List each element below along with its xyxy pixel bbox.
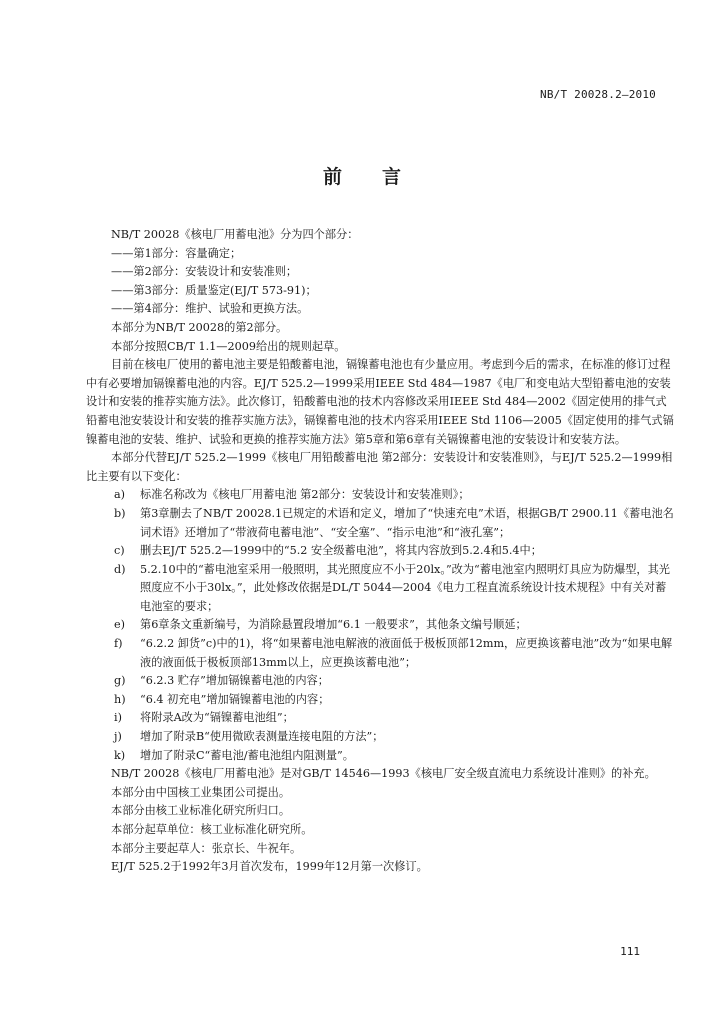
publication-history: EJ/T 525.2于1992年3月首次发布，1999年12月第一次修订。 bbox=[111, 860, 428, 874]
change-item bbox=[86, 635, 676, 672]
change-item-label: d) bbox=[114, 562, 126, 576]
change-item-label: i) bbox=[114, 711, 122, 725]
part-statement: 本部分为NB/T 20028的第2部分。 bbox=[111, 320, 288, 334]
change-item-text: 5.2.10中的“蓄电池室采用一般照明，其光照度应不小于20lx。”改为“蓄电池室内照明灯具应为防爆型，其光照度应不小于30lx。”，此处修改依据是DL/T 5044—2004《电力工程直流系统设计技术规程》中有关对蓄电池室的要求； bbox=[140, 562, 670, 613]
change-item-text: 第3章删去了NB/T 20028.1已规定的术语和定义，增加了“快速充电”术语，根据GB/T 2900.11《蓄电池名词术语》还增加了“带液荷电蓄电池”、“安全塞”、“指示电池”和“液孔塞”； bbox=[140, 506, 674, 539]
change-item-text: 删去EJ/T 525.2—1999中的“5.2 安全级蓄电池”，将其内容放到5.2.4和5.4中； bbox=[140, 544, 542, 558]
drafting-rule: 本部分按照CB/T 1.1—2009给出的规则起草。 bbox=[111, 339, 346, 353]
page-title bbox=[0, 162, 724, 189]
change-item bbox=[86, 561, 676, 617]
page-number: 111 bbox=[620, 945, 640, 958]
change-item bbox=[86, 542, 676, 561]
change-item-text: 增加了附录B“使用微欧表测量连接电阻的方法”； bbox=[140, 730, 384, 744]
change-item bbox=[86, 672, 676, 691]
background-paragraph: 目前在核电厂使用的蓄电池主要是铅酸蓄电池，镉镍蓄电池也有少量应用。考虑到今后的需求，在标准的修订过程中有必要增加镉镍蓄电池的内容。EJ/T 525.2—1999采用IEEE Std 484—1987《电厂和变电站大型铅蓄电池的安装设计和安装的推荐实施方法》。此次修订，铅酸蓄电池的技术内容修改采用IEEE Std 484—2002《固定使用的排气式铅蓄电池安装设计和安装的推荐实施方法》，镉镍蓄电池的技术内容采用IEEE Std 1106—2005《固定使用的排气式镉镍蓄电池的安装、维护、试验和更换的推荐实施方法》第5章和第6章有关镉镍蓄电池的安装设计和安装方法。 bbox=[86, 358, 674, 446]
change-item bbox=[86, 691, 676, 710]
drafters: 本部分主要起草人：张京长、牛祝年。 bbox=[111, 841, 302, 855]
supplement-paragraph: NB/T 20028《核电厂用蓄电池》是对GB/T 14546—1993《核电厂安全级直流电力系统设计准则》的补充。 bbox=[111, 767, 656, 781]
standard-code: NB/T 20028.2—2010 bbox=[540, 88, 656, 101]
change-item-label: a) bbox=[114, 488, 126, 502]
change-item-text: “6.2.2 卸货”c)中的1)，将“如果蓄电池电解液的液面低于极板顶部12mm，应更换该蓄电池”改为“如果电解液的液面低于极板顶部13mm以上，应更换该蓄电池”； bbox=[140, 637, 673, 669]
change-item-text: 将附录A改为“镉镍蓄电池组”； bbox=[140, 711, 294, 725]
page-title-char-1: 前 bbox=[322, 166, 342, 188]
change-item-text: “6.2.3 贮存”增加镉镍蓄电池的内容； bbox=[140, 674, 329, 688]
change-item bbox=[86, 709, 676, 728]
page-title-char-2: 言 bbox=[382, 166, 402, 188]
change-item-label: h) bbox=[114, 692, 126, 706]
part-list-item: ——第3部分：质量鉴定(EJ/T 573-91)； bbox=[111, 283, 317, 297]
change-item bbox=[86, 486, 676, 505]
part-list-item: ——第1部分：容量确定； bbox=[111, 246, 242, 260]
managed-by: 本部分由核工业标准化研究所归口。 bbox=[111, 804, 291, 818]
change-item-label: e) bbox=[114, 618, 125, 632]
replacement-paragraph: 本部分代替EJ/T 525.2—1999《核电厂用铅酸蓄电池 第2部分：安装设计和安装准则》，与EJ/T 525.2—1999相比主要有以下变化： bbox=[86, 451, 673, 483]
part-list-item: ——第2部分：安装设计和安装准则； bbox=[111, 265, 298, 279]
change-item bbox=[86, 616, 676, 635]
change-item-text: 第6章条文重新编号，为消除悬置段增加“6.1 一般要求”，其他条文编号顺延； bbox=[140, 618, 527, 632]
change-item-label: c) bbox=[114, 544, 125, 558]
change-item-text: 标准名称改为《核电厂用蓄电池 第2部分：安装设计和安装准则》； bbox=[140, 488, 470, 502]
part-list-item: ——第4部分：维护、试验和更换方法。 bbox=[111, 302, 309, 316]
drafting-unit: 本部分起草单位：核工业标准化研究所。 bbox=[111, 823, 313, 836]
change-item-label: f) bbox=[114, 637, 123, 651]
change-item bbox=[86, 728, 676, 747]
change-item-label: b) bbox=[114, 506, 126, 520]
change-item-text: 增加了附录C“蓄电池/蓄电池组内阻测量”。 bbox=[140, 748, 354, 762]
change-item-text: “6.4 初充电”增加镉镍蓄电池的内容； bbox=[140, 692, 330, 706]
proposed-by: 本部分由中国核工业集团公司提出。 bbox=[111, 785, 291, 799]
change-item bbox=[86, 747, 676, 766]
change-item-label: j) bbox=[114, 730, 122, 744]
change-item-label: g) bbox=[114, 674, 126, 688]
change-item-label: k) bbox=[114, 748, 126, 762]
intro-paragraph: NB/T 20028《核电厂用蓄电池》分为四个部分： bbox=[111, 228, 359, 241]
change-item bbox=[86, 505, 676, 542]
foreword-body bbox=[86, 226, 676, 877]
